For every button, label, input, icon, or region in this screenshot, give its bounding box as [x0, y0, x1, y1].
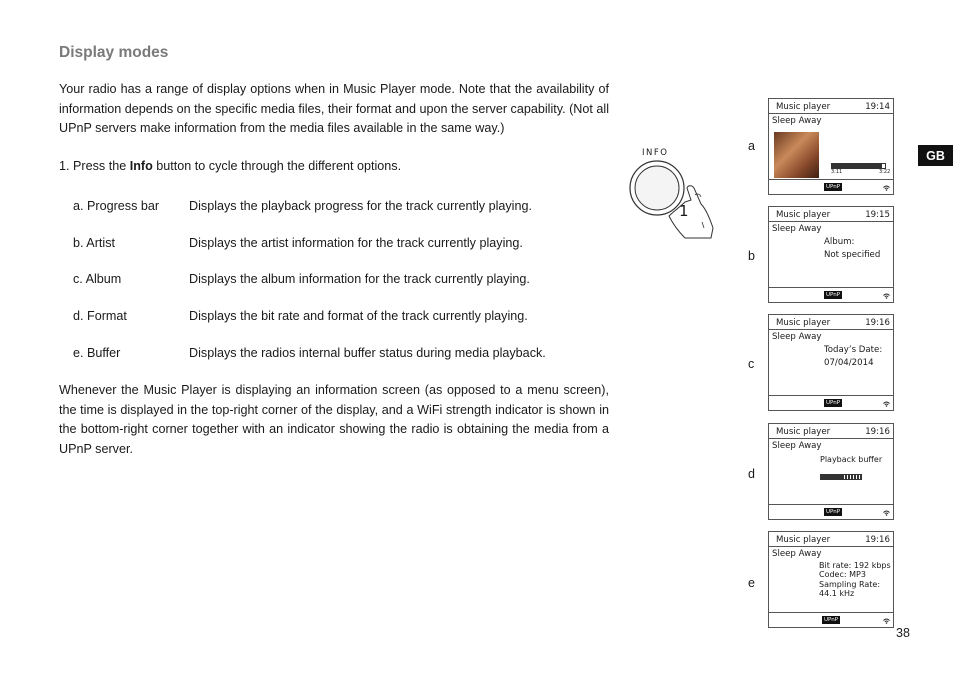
wifi-icon — [883, 510, 890, 516]
header-divider — [769, 546, 893, 547]
wifi-icon — [883, 618, 890, 624]
header-divider — [769, 113, 893, 114]
footer-divider — [769, 179, 893, 180]
info-text — [819, 561, 891, 598]
upnp-indicator: UPnP — [826, 509, 841, 515]
progress-bar-fill — [832, 164, 882, 168]
screen-letter-b: b — [748, 249, 755, 263]
info-text — [824, 237, 880, 260]
screen-letter-e: e — [748, 576, 755, 590]
display-screen-d — [768, 423, 894, 520]
option-label-a: a. Progress bar — [73, 199, 160, 213]
screen-letter-c: c — [748, 357, 755, 371]
upnp-indicator: UPnP — [826, 292, 841, 298]
display-screen-c — [768, 314, 894, 411]
closing-paragraph: Whenever the Music Player is displaying an information screen (as opposed to a menu screen), the time is displayed in the top-right corner of the display, and a WiFi strength indicator is shown in the bottom-right corner together with an indicator showing the radio is obtaining the media from a UPnP server. — [59, 383, 609, 456]
intro-paragraph: Your radio has a range of display options when in Music Player mode. Note that the availability of information depends on the specific media files, their format and upon the server capability. (Not all UPnP servers make information from the media files available in the same way.) — [59, 82, 609, 136]
total-time: 3:22 — [879, 169, 891, 175]
step-suffix: button to cycle through the different options. — [152, 159, 402, 173]
option-label-b: b. Artist — [73, 236, 115, 250]
upnp-indicator: UPnP — [826, 400, 841, 406]
upnp-indicator: UPnP — [826, 184, 841, 190]
info-line-2: 07/04/2014 — [824, 358, 874, 368]
info-button-label: INFO — [642, 148, 669, 158]
screen-time: 19:16 — [865, 427, 890, 437]
info-line-4: 44.1 kHz — [819, 588, 855, 598]
track-name: Sleep Away — [772, 224, 822, 234]
album-art-icon — [774, 132, 819, 178]
screen-header: Music player — [776, 427, 831, 437]
info-button-illustration — [625, 158, 720, 240]
option-desc-b: Displays the artist information for the track currently playing. — [189, 236, 523, 250]
display-screen-e — [768, 531, 894, 628]
screen-letter-a: a — [748, 139, 755, 153]
display-screen-b — [768, 206, 894, 303]
option-label-d: d. Format — [73, 309, 127, 323]
footer-divider — [769, 395, 893, 396]
wifi-icon — [883, 401, 890, 407]
language-badge: GB — [918, 145, 953, 166]
step-instruction — [59, 157, 609, 177]
buffer-bar-track — [820, 474, 862, 480]
screen-time: 19:15 — [865, 210, 890, 220]
screen-header: Music player — [776, 318, 831, 328]
option-label-e: e. Buffer — [73, 346, 121, 360]
screen-letter-d: d — [748, 467, 755, 481]
step-number-callout: 1 — [679, 202, 689, 220]
wifi-icon — [883, 293, 890, 299]
step-info-keyword: Info — [129, 159, 153, 173]
buffer-bar-fill — [821, 475, 843, 479]
screen-header: Music player — [776, 210, 831, 220]
track-name: Sleep Away — [772, 116, 822, 126]
footer-divider — [769, 287, 893, 288]
step-prefix: 1. Press the — [59, 159, 130, 173]
footer-divider — [769, 612, 893, 613]
info-line-1: Bit rate: 192 kbps — [819, 561, 891, 570]
section-title: Display modes — [59, 44, 169, 61]
upnp-indicator: UPnP — [824, 617, 839, 623]
elapsed-time: 3:11 — [831, 169, 843, 175]
info-line-1: Playback buffer — [820, 455, 883, 464]
screen-header: Music player — [776, 102, 831, 112]
info-line-2: Not specified — [824, 250, 881, 260]
header-divider — [769, 329, 893, 330]
page-number: 38 — [896, 626, 910, 640]
screen-time: 19:14 — [865, 102, 890, 112]
track-name: Sleep Away — [772, 332, 822, 342]
info-text — [824, 345, 882, 368]
option-desc-e: Displays the radios internal buffer status during media playback. — [189, 346, 546, 360]
header-divider — [769, 221, 893, 222]
option-desc-a: Displays the playback progress for the track currently playing. — [189, 199, 532, 213]
screen-time: 19:16 — [865, 535, 890, 545]
info-line-1: Album: — [824, 237, 855, 247]
display-screen-a — [768, 98, 894, 195]
screen-time: 19:16 — [865, 318, 890, 328]
wifi-icon — [883, 185, 890, 191]
header-divider — [769, 438, 893, 439]
info-line-2: Codec: MP3 — [819, 570, 866, 580]
track-name: Sleep Away — [772, 441, 822, 451]
footer-divider — [769, 504, 893, 505]
info-line-1: Today’s Date: — [824, 345, 883, 355]
screen-header: Music player — [776, 535, 831, 545]
track-name: Sleep Away — [772, 549, 822, 559]
option-label-c: c. Album — [73, 272, 122, 286]
option-desc-c: Displays the album information for the track currently playing. — [189, 272, 530, 286]
info-button-inner-ring — [635, 166, 679, 210]
info-line-3: Sampling Rate: — [819, 579, 881, 589]
option-desc-d: Displays the bit rate and format of the track currently playing. — [189, 309, 528, 323]
